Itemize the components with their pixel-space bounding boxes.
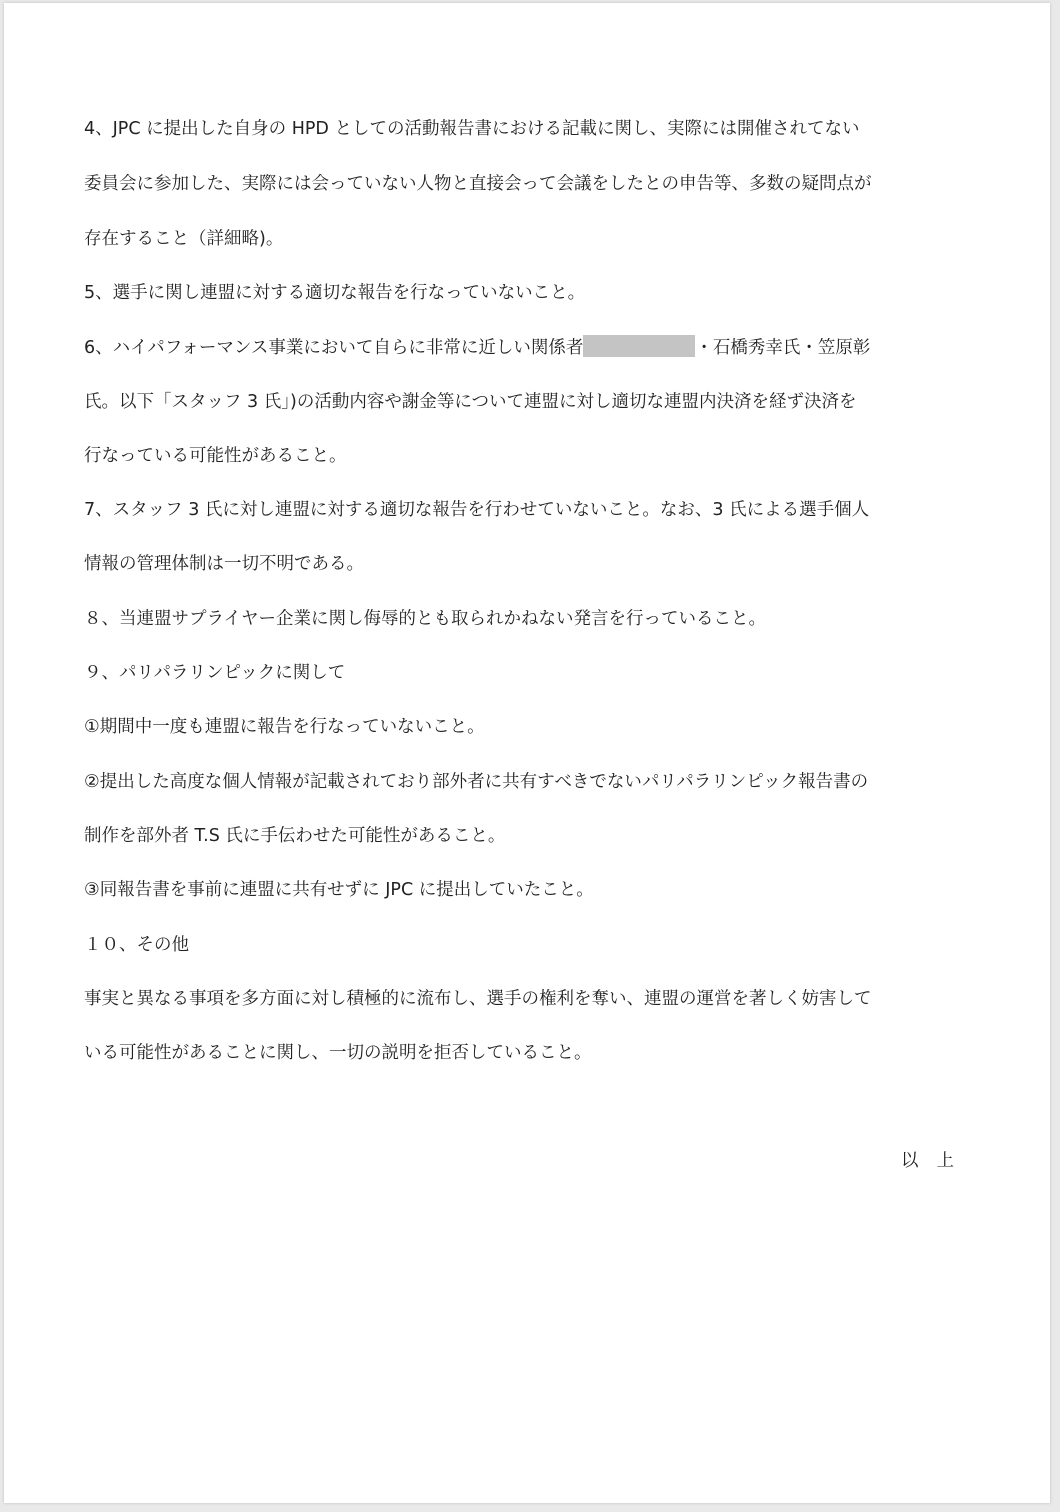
text-line: 行なっている可能性があること。 bbox=[84, 446, 347, 466]
text-line: 制作を部外者 T.S 氏に手伝わせた可能性があること。 bbox=[84, 826, 506, 846]
text-line: 情報の管理体制は一切不明である。 bbox=[84, 554, 364, 574]
closing-mark: 以上 bbox=[901, 1151, 972, 1171]
text-line: 氏。以下「スタッフ 3 氏」)の活動内容や謝金等について連盟に対し適切な連盟内決済を経ず決済を bbox=[84, 392, 857, 412]
text-line: 5、選手に関し連盟に対する適切な報告を行なっていないこと。 bbox=[84, 283, 586, 303]
redaction-box bbox=[583, 335, 695, 357]
text-line: 4、JPC に提出した自身の HPD としての活動報告書における記載に関し、実際には開催されてない bbox=[84, 119, 860, 139]
text-segment: 6、ハイパフォーマンス事業において自らに非常に近しい関係者 bbox=[84, 338, 584, 358]
text-segment: ・石橋秀幸氏・笠原彰 bbox=[695, 338, 871, 358]
document-page bbox=[4, 3, 1050, 1503]
text-line: 7、スタッフ 3 氏に対し連盟に対する適切な報告を行わせていないこと。なお、3 氏による選手個人 bbox=[84, 500, 870, 520]
text-line: いる可能性があることに関し、一切の説明を拒否していること。 bbox=[84, 1043, 592, 1063]
text-line: ②提出した高度な個人情報が記載されており部外者に共有すべきでないパリパラリンピック報告書の bbox=[84, 772, 869, 792]
text-line: ９、パリパラリンピックに関して bbox=[84, 663, 346, 683]
text-line: 事実と異なる事項を多方面に対し積極的に流布し、選手の権利を奪い、連盟の運営を著しく妨害して bbox=[84, 989, 872, 1009]
text-line-with-redaction bbox=[84, 335, 984, 360]
text-line: ③同報告書を事前に連盟に共有せずに JPC に提出していたこと。 bbox=[84, 880, 594, 900]
text-line: ①期間中一度も連盟に報告を行なっていないこと。 bbox=[84, 717, 485, 737]
text-line: １０、その他 bbox=[84, 935, 189, 955]
text-line: 存在すること（詳細略)。 bbox=[84, 229, 284, 249]
text-line: ８、当連盟サプライヤー企業に関し侮辱的とも取られかねない発言を行っていること。 bbox=[84, 609, 766, 629]
text-line: 委員会に参加した、実際には会っていない人物と直接会って会議をしたとの申告等、多数の疑問点が bbox=[84, 174, 872, 194]
